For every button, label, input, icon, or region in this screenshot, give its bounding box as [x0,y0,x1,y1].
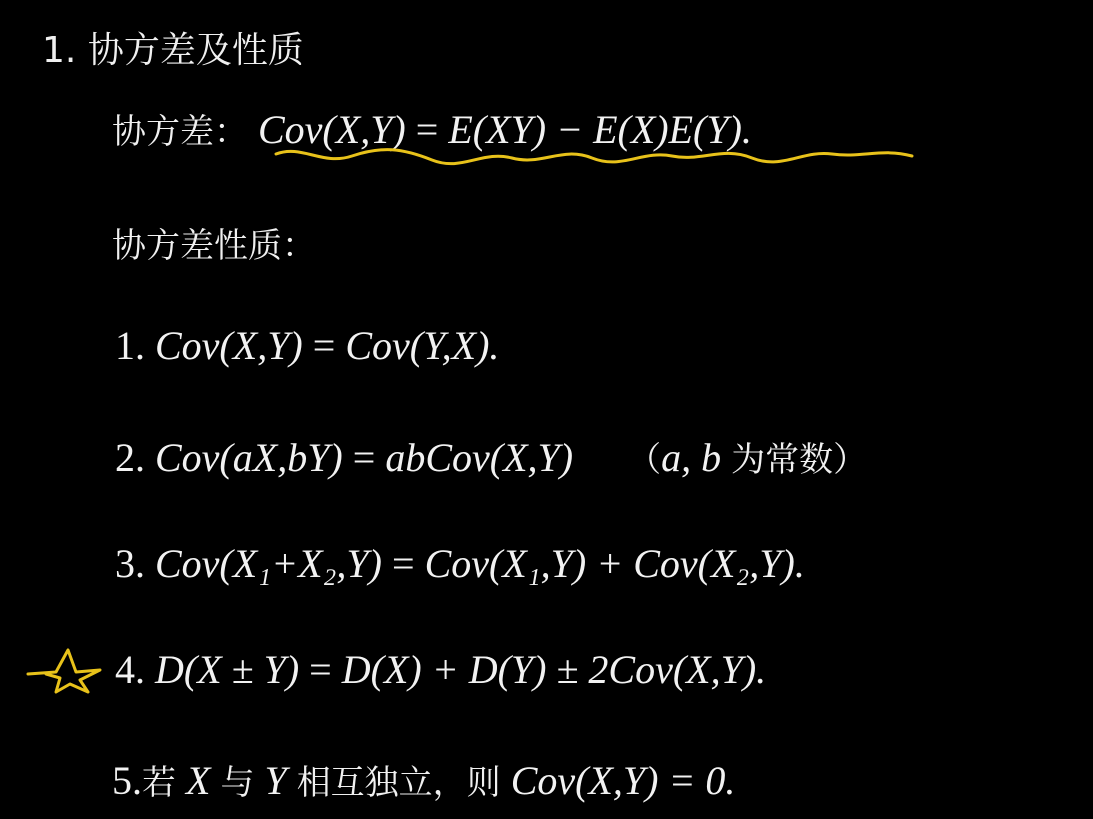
property-equals: = [392,541,415,586]
note-text: 为常数 [731,440,834,480]
property-lhs: Cov(aX,bY) [155,435,343,480]
note-variables: a, b [661,435,722,480]
section-title [42,22,304,73]
definition-equals: = [415,107,439,152]
property-rhs: Cov(Y,X). [345,323,500,368]
star-stroke [28,650,100,692]
property-text-post: 相互独立，则 [296,763,501,803]
property-equals: = [309,647,332,692]
property-5 [112,755,735,804]
definition-lhs: Cov(X,Y) [258,107,406,152]
definition-rhs: E(XY) − E(X)E(Y). [448,107,752,152]
property-4 [115,646,766,693]
property-number: 2. [115,435,145,480]
property-formula: Cov(X,Y) = 0. [510,758,736,803]
property-number: 5. [112,758,142,803]
property-1 [115,322,499,369]
note-close-paren: ） [833,440,868,480]
property-text-pre: 若 [142,763,176,803]
property-2 [115,432,867,481]
property-equals: = [312,323,336,368]
property-number: 4. [115,647,145,692]
properties-heading: 协方差性质： [112,226,316,266]
section-title-text: 协方差及性质 [87,30,304,71]
underline-stroke [276,150,912,164]
property-number: 1. [115,323,145,368]
property-text-mid: 与 [220,763,255,803]
property-rhs: Cov(X₁,Y) + Cov(X₂,Y). [424,541,805,586]
variable-y: Y [264,758,287,803]
variable-x: X [186,758,211,803]
star-marker-icon [26,644,106,694]
property-lhs: Cov(X₁+X₂,Y) [155,541,382,586]
property-3 [115,540,805,587]
property-number: 3. [115,541,145,586]
property-rhs: D(X) + D(Y) ± 2Cov(X,Y). [341,647,767,692]
property-rhs: abCov(X,Y) [385,435,574,480]
note-open-paren: （ [627,440,662,480]
property-lhs: D(X ± Y) [155,647,300,692]
section-number: 1. [42,30,77,71]
highlight-underline [272,140,922,180]
property-equals: = [352,435,376,480]
definition-label: 协方差： [112,112,248,152]
property-lhs: Cov(X,Y) [155,323,303,368]
